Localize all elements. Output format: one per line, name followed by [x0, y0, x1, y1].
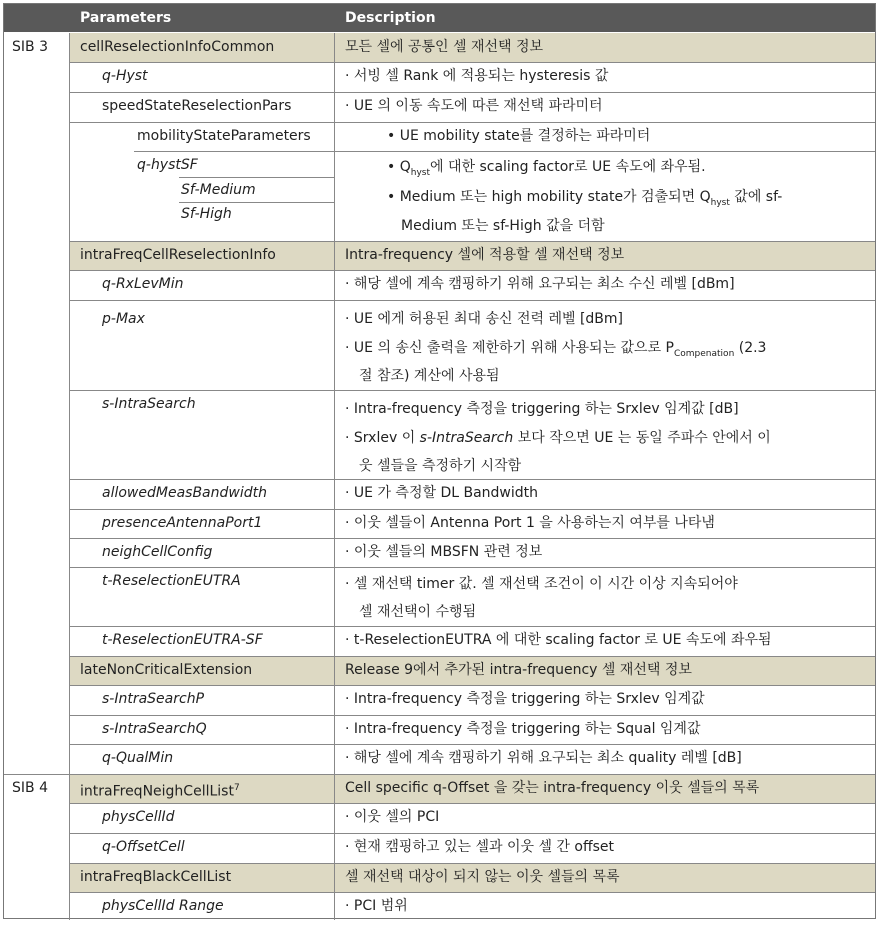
- param-mobilityStateParameters: mobilityStateParameters: [137, 128, 311, 144]
- header-description: Description: [345, 10, 436, 26]
- section-label-sib3: SIB 3: [12, 39, 48, 55]
- desc-r23: · 현재 캠핑하고 있는 셀과 이웃 셀 간 offset: [345, 839, 614, 855]
- param-q-OffsetCell: q-OffsetCell: [102, 839, 185, 855]
- desc-r10-line1: · UE 에게 허용된 최대 송신 전력 레벨 [dBm]: [345, 311, 624, 327]
- param-q-RxLevMin: q-RxLevMin: [102, 276, 184, 292]
- param-t-ReselectionEUTRA-SF: t-ReselectionEUTRA-SF: [102, 632, 263, 648]
- param-s-IntraSearch: s-IntraSearch: [102, 396, 196, 412]
- param-p-Max: p-Max: [102, 311, 145, 327]
- desc-r20: · 해당 셀에 계속 캠핑하기 위해 요구되는 최소 quality 레벨 [dB]: [345, 750, 742, 766]
- desc-r19: · Intra-frequency 측정을 triggering 하는 Squal 임계값: [345, 721, 701, 737]
- desc-r15-line1: · 셀 재선택 timer 값. 셀 재선택 조건이 이 시간 이상 지속되어야: [345, 576, 738, 592]
- desc-r11-line2: · Srxlev 이 s-IntraSearch 보다 작으면 UE 는 동일 주파수 안에서 이: [345, 430, 771, 446]
- param-s-IntraSearchP: s-IntraSearchP: [102, 691, 205, 707]
- desc-r13: · 이웃 셀들이 Antenna Port 1 을 사용하는지 여부를 나타냄: [345, 515, 715, 531]
- desc-r5: • $Q_{hyst}$에 대한 scaling factor로 UE 속도에 좌우됨.: [387, 159, 706, 178]
- desc-r11-line1: · Intra-frequency 측정을 triggering 하는 Srxlev 임계값 [dB]: [345, 401, 739, 417]
- param-sf-high: Sf-High: [181, 206, 232, 222]
- param-intraFreqCellReselectionInfo: intraFreqCellReselectionInfo: [80, 247, 276, 263]
- param-intraFreqNeighCellList: intraFreqNeighCellList$^7$: [80, 783, 240, 800]
- param-cellReselectionInfoCommon: cellReselectionInfoCommon: [80, 39, 275, 55]
- table-header: [4, 4, 875, 32]
- desc-r24: 셀 재선택 대상이 되지 않는 이웃 셀들의 목록: [345, 869, 620, 885]
- desc-r15-line2: 셀 재선택이 수행됨: [359, 604, 477, 620]
- param-neighCellConfig: neighCellConfig: [102, 544, 213, 560]
- desc-r3: · UE 의 이동 속도에 따른 재선택 파라미터: [345, 98, 603, 114]
- header-parameters: Parameters: [80, 10, 172, 26]
- desc-r11-line3: 웃 셀들을 측정하기 시작함: [359, 458, 522, 474]
- desc-r12: · UE 가 측정할 DL Bandwidth: [345, 485, 539, 501]
- desc-r6-line1: • Medium 또는 high mobility state가 검출되면 $Q_{hyst}$ 값에 sf-: [387, 189, 783, 208]
- param-q-QualMin: q-QualMin: [102, 750, 174, 766]
- desc-r22: · 이웃 셀의 PCI: [345, 809, 440, 825]
- desc-r21: Cell specific q-Offset 을 갖는 intra-frequency 이웃 셀들의 목록: [345, 780, 760, 796]
- param-speedStateReselectionPars: speedStateReselectionPars: [102, 98, 292, 114]
- desc-r1: 모든 셀에 공통인 셀 재선택 정보: [345, 39, 544, 55]
- param-presenceAntennaPort1: presenceAntennaPort1: [102, 515, 263, 531]
- param-t-ReselectionEUTRA: t-ReselectionEUTRA: [102, 573, 241, 589]
- desc-r6-line2: Medium 또는 sf-High 값을 더함: [401, 218, 605, 234]
- desc-r10-line2: · UE 의 송신 출력을 제한하기 위해 사용되는 값으로 $P_{Compenation}$ (2.3: [345, 340, 767, 359]
- param-intraFreqBlackCellList: intraFreqBlackCellList: [80, 869, 232, 885]
- desc-r18: · Intra-frequency 측정을 triggering 하는 Srxlev 임계값: [345, 691, 705, 707]
- parameter-table: [3, 3, 876, 919]
- desc-r17: Release 9에서 추가된 intra-frequency 셀 재선택 정보: [345, 662, 692, 678]
- param-q-Hyst: q-Hyst: [102, 68, 148, 84]
- desc-r9: · 해당 셀에 계속 캠핑하기 위해 요구되는 최소 수신 레벨 [dBm]: [345, 276, 735, 292]
- desc-r14: · 이웃 셀들의 MBSFN 관련 정보: [345, 544, 543, 560]
- desc-r10-line3: 절 참조) 계산에 사용됨: [359, 368, 500, 384]
- desc-r25: · PCI 범위: [345, 898, 408, 914]
- param-sf-medium: Sf-Medium: [181, 182, 256, 198]
- desc-r2: · 서빙 셀 Rank 에 적용되는 hysteresis 값: [345, 68, 609, 84]
- desc-r4: • UE mobility state를 결정하는 파라미터: [387, 128, 651, 144]
- desc-r16: · t-ReselectionEUTRA 에 대한 scaling factor 로 UE 속도에 좌우됨: [345, 632, 772, 648]
- desc-r8: Intra-frequency 셀에 적용할 셀 재선택 정보: [345, 247, 625, 263]
- param-lateNonCriticalExtension: lateNonCriticalExtension: [80, 662, 253, 678]
- param-physCellId: physCellId: [102, 809, 175, 825]
- param-q-hystSF: q-hystSF: [137, 157, 198, 173]
- param-s-IntraSearchQ: s-IntraSearchQ: [102, 721, 207, 737]
- section-label-sib4: SIB 4: [12, 780, 48, 796]
- param-physCellId-range: physCellId Range: [102, 898, 224, 914]
- param-allowedMeasBandwidth: allowedMeasBandwidth: [102, 485, 267, 501]
- footnote-mark: 7: [233, 783, 240, 793]
